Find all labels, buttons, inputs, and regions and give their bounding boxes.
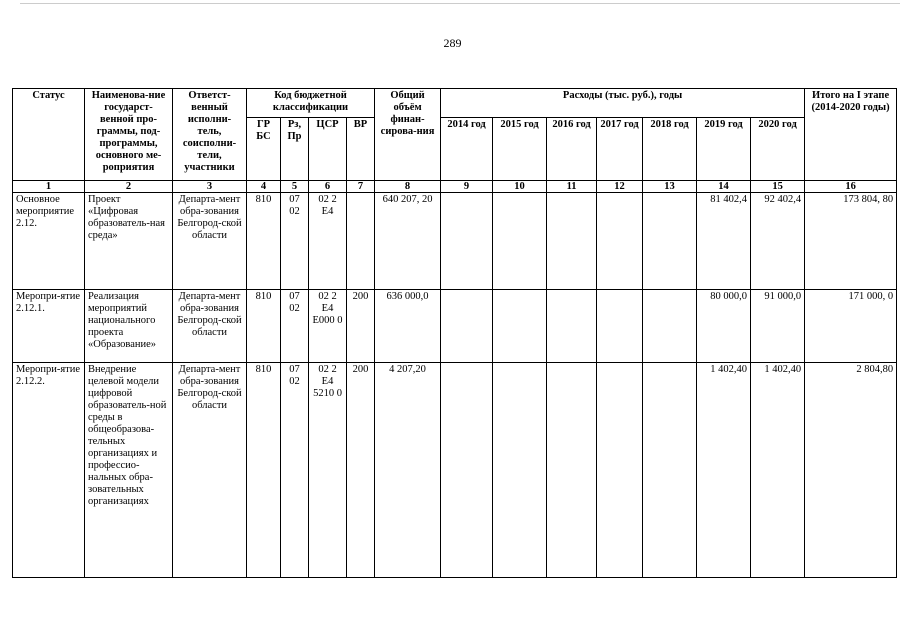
cell-stage-total: 2 804,80 <box>805 363 897 578</box>
cell-2015 <box>493 363 547 578</box>
header-year: 2014 год <box>441 118 493 181</box>
column-number: 2 <box>85 181 173 193</box>
header-expenses: Расходы (тыс. руб.), годы <box>441 89 805 118</box>
column-number: 5 <box>281 181 309 193</box>
cell-name: Проект «Цифровая образователь-ная среда» <box>85 193 173 290</box>
table-row <box>13 193 897 290</box>
cell-name: Реализация мероприятий национального проекта «Образование» <box>85 290 173 363</box>
cell-2015 <box>493 193 547 290</box>
page-number: 289 <box>443 36 462 50</box>
header-name: Наименова-ние государст-венной про-граммы, под-программы, основного ме-роприятия <box>85 89 173 181</box>
cell-vr: 200 <box>347 290 375 363</box>
cell-2017 <box>597 193 643 290</box>
header-year: 2017 год <box>597 118 643 181</box>
header-rzpr: Рз, Пр <box>281 118 309 181</box>
cell-2014 <box>441 290 493 363</box>
table-row <box>13 290 897 363</box>
cell-2016 <box>547 363 597 578</box>
cell-2016 <box>547 193 597 290</box>
cell-2018 <box>643 193 697 290</box>
header-status: Статус <box>13 89 85 181</box>
cell-2017 <box>597 290 643 363</box>
column-number: 1 <box>13 181 85 193</box>
header-total-volume: Общий объём финан-сирова-ния <box>375 89 441 181</box>
cell-rzpr: 07 02 <box>281 290 309 363</box>
cell-2019: 80 000,0 <box>697 290 751 363</box>
cell-2017 <box>597 363 643 578</box>
column-number: 9 <box>441 181 493 193</box>
column-number: 10 <box>493 181 547 193</box>
column-number: 8 <box>375 181 441 193</box>
cell-2019: 1 402,40 <box>697 363 751 578</box>
cell-vr <box>347 193 375 290</box>
cell-2016 <box>547 290 597 363</box>
cell-stage-total: 171 000, 0 <box>805 290 897 363</box>
cell-total: 636 000,0 <box>375 290 441 363</box>
cell-2014 <box>441 363 493 578</box>
column-number-row <box>13 181 897 193</box>
header-responsible: Ответст-венный исполни-тель, соисполни-тели, участники <box>173 89 247 181</box>
column-number: 13 <box>643 181 697 193</box>
cell-2020: 1 402,40 <box>751 363 805 578</box>
cell-csr: 02 2 E4 <box>309 193 347 290</box>
header-stage-total: Итого на I этапе (2014-2020 годы) <box>805 89 897 181</box>
header-budget-code: Код бюджетной классификации <box>247 89 375 118</box>
header-row-1 <box>13 89 897 118</box>
header-year: 2020 год <box>751 118 805 181</box>
header-grbs: ГР БС <box>247 118 281 181</box>
cell-2020: 92 402,4 <box>751 193 805 290</box>
header-year: 2016 год <box>547 118 597 181</box>
cell-responsible: Департа-мент обра-зования Белгород-ской области <box>173 363 247 578</box>
cell-csr: 02 2 E4 E000 0 <box>309 290 347 363</box>
cell-2014 <box>441 193 493 290</box>
column-number: 16 <box>805 181 897 193</box>
header-vr: ВР <box>347 118 375 181</box>
cell-status: Основное мероприятие 2.12. <box>13 193 85 290</box>
cell-rzpr: 07 02 <box>281 363 309 578</box>
budget-table <box>12 88 897 578</box>
column-number: 15 <box>751 181 805 193</box>
page-top-edge <box>20 3 900 4</box>
header-year: 2015 год <box>493 118 547 181</box>
cell-total: 640 207, 20 <box>375 193 441 290</box>
cell-grbs: 810 <box>247 290 281 363</box>
column-number: 6 <box>309 181 347 193</box>
cell-vr: 200 <box>347 363 375 578</box>
cell-grbs: 810 <box>247 193 281 290</box>
column-number: 12 <box>597 181 643 193</box>
cell-2015 <box>493 290 547 363</box>
cell-2018 <box>643 290 697 363</box>
cell-name: Внедрение целевой модели цифровой образователь-ной среды в общеобразова-тельных организациях и профессио-нальных обра-зовательных организациях <box>85 363 173 578</box>
column-number: 11 <box>547 181 597 193</box>
cell-status: Меропри-ятие 2.12.2. <box>13 363 85 578</box>
table-row <box>13 363 897 578</box>
cell-2018 <box>643 363 697 578</box>
cell-csr: 02 2 E4 5210 0 <box>309 363 347 578</box>
column-number: 4 <box>247 181 281 193</box>
cell-rzpr: 07 02 <box>281 193 309 290</box>
cell-2020: 91 000,0 <box>751 290 805 363</box>
header-year: 2019 год <box>697 118 751 181</box>
column-number: 7 <box>347 181 375 193</box>
cell-total: 4 207,20 <box>375 363 441 578</box>
cell-grbs: 810 <box>247 363 281 578</box>
cell-responsible: Департа-мент обра-зования Белгород-ской области <box>173 290 247 363</box>
cell-2019: 81 402,4 <box>697 193 751 290</box>
cell-stage-total: 173 804, 80 <box>805 193 897 290</box>
column-number: 14 <box>697 181 751 193</box>
cell-status: Меропри-ятие 2.12.1. <box>13 290 85 363</box>
column-number: 3 <box>173 181 247 193</box>
header-csr: ЦСР <box>309 118 347 181</box>
cell-responsible: Департа-мент обра-зования Белгород-ской области <box>173 193 247 290</box>
header-year: 2018 год <box>643 118 697 181</box>
